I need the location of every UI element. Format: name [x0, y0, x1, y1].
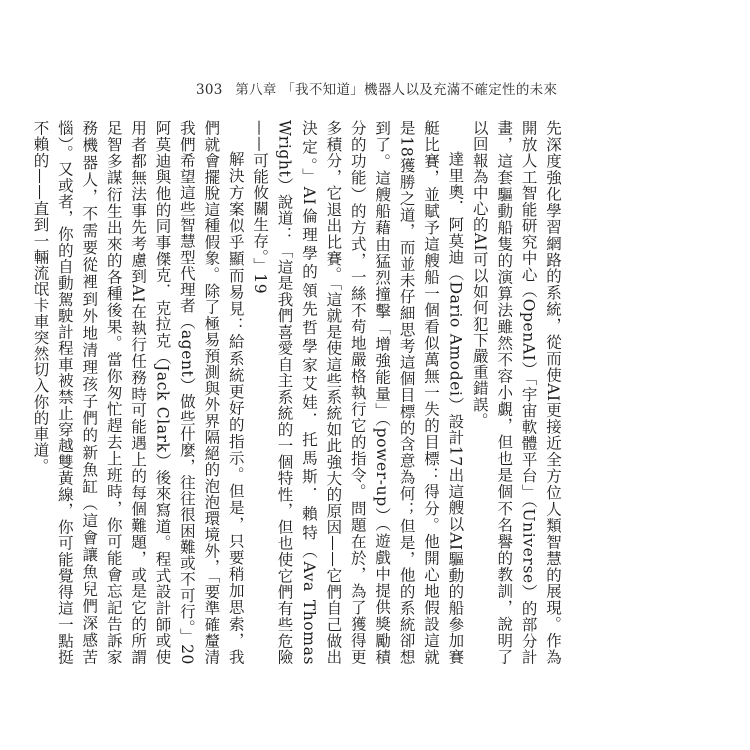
vertical-body-text — [31, 120, 565, 665]
page-number: 303 — [196, 82, 223, 98]
chapter-title: 第八章 「我不知道」機器人以及充滿不確定性的未來 — [235, 82, 558, 98]
paragraph-3: 解決方案似乎顯而易見：給系統更好的指示。但是，只要稍加思索，我們就會擺脫這種假象。除了極易預測與外界隔絕的泡泡環境外，「要準確釐清我們希望這些智慧型代理者（agent）做些什麼，往往很困難或不可行。」20阿莫迪與他的同事傑克．克拉克（Jack Clark）後來寫道。程式設計師或使用者都無法事先考慮到AI在執行任務時可能遇上的每個難題，或是它的所謂足智多謀衍生出來的各種後果。當你匆忙趕去上班時，你可能會忘記告訴家務機器人，不需要從裡到外地清理孩子們的新魚缸（這會讓魚兒們深感苦惱）。又或者，你的自動駕駛計程車被禁止穿越雙黃線，你可能覺得這一點挺不賴的——直到一輛流氓卡車突然切入你的車道。 — [31, 120, 245, 665]
paragraph-2: 達里奧．阿莫迪（Dario Amodei）設計17出這艘以AI驅動的船參加賽艇比賽，並賦予這艘船一個看似萬無一失的目標：得分。他開心地假設這就是18獲勝之道，而並未仔細思考這個目標的含意為何；但是，他的系統卻想到了。這艘船藉由猛烈撞擊「增強能量」（power-up）（遊戲中提供獎勵積分的功能）的方式，一絲不苟地嚴格執行它的指令。問題在於，為了獲得更多積分，它退出比賽。「這就是使這些系統如此強大的原因——它們自己做出決定。」AI倫理學的領先哲學家艾娃．托馬斯．賴特（Ava Thomas Wright）說道：「這是我們喜愛自主系統的一個特性，但也使它們有些危險——可能攸關生存。」19 — [251, 120, 465, 665]
running-header — [196, 78, 557, 98]
paragraph-1: 先深度強化學習網路的系統，從而使AI更接近全方位人類智慧的展現。作為開放人工智能研究中心（OpenAI）「宇宙軟體平台」（Universe）的部分計畫，這套驅動船隻的演算法雖然不容小覷，但也是個不名譽的教訓，說明了以回報為中心的AI可以如何犯下嚴重錯誤。 — [470, 120, 562, 665]
